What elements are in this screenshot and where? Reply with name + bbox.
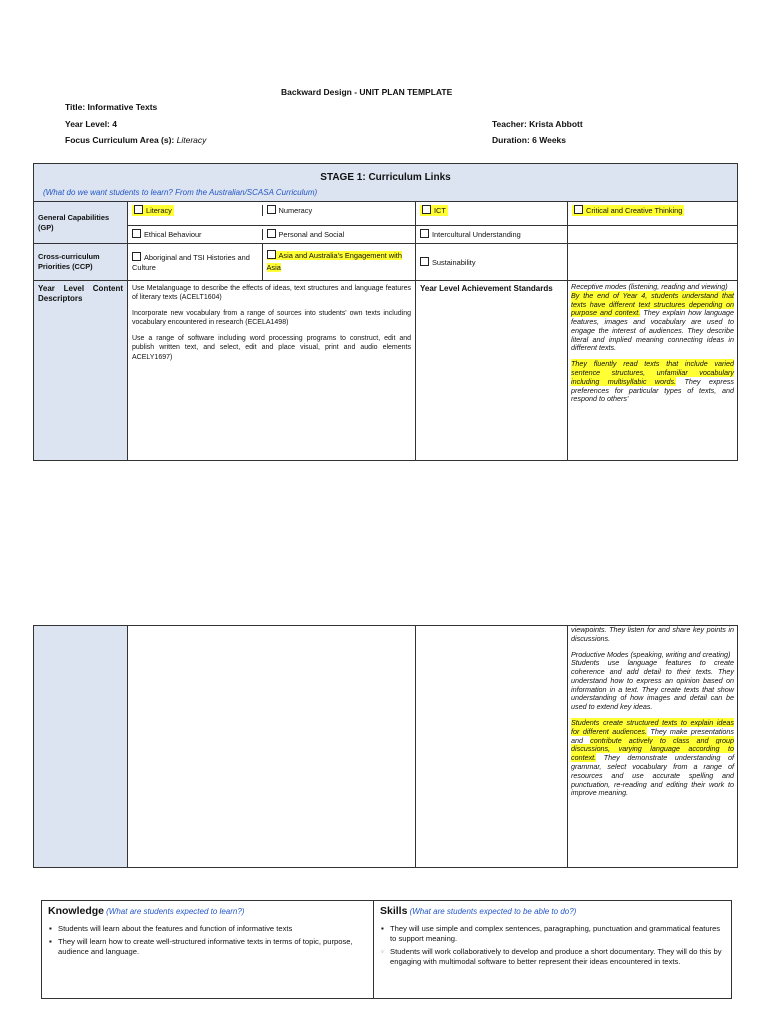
stage1-table-continued (33, 625, 738, 868)
cont-productive-text: Students use language features to create coherence and add detail to their texts. They understand how to express an opinion based on information in a text. They create texts that show understanding of how images and detail can be used to extend key ideas. (571, 658, 734, 712)
ccp-cell (128, 244, 416, 281)
gc-ethical-label: Ethical Behaviour (144, 230, 202, 240)
ccp-asia (262, 244, 415, 280)
intercultural-checkbox[interactable] (420, 229, 429, 238)
cont-highlight-2: contribute actively to class and group discussions, varying language according to context. (571, 735, 734, 763)
descriptor-3: Use a range of software including word processing programs to construct, edit and publish written text, and select, edit and place visual, print and audio elements ACELY1697) (132, 335, 411, 361)
skills-title: Skills (380, 905, 408, 917)
gc-ict (416, 202, 568, 226)
aboriginal-checkbox[interactable] (132, 252, 141, 261)
skills-list (380, 924, 725, 968)
achievement-standards-label: Year Level Achievement Standards (416, 281, 568, 461)
descriptor-2: Incorporate new vocabulary from a range of sources into students' own texts including vocabulary encountered in research (ECELA1498) (132, 310, 411, 327)
skills-cell (374, 901, 732, 999)
ach-text-1: They explain how language features, images and vocabulary are used to engage the interest of audiences. They describe literal and implied meaning connecting ideas in different texts. (571, 308, 734, 353)
continued-label-cell (34, 626, 128, 868)
stage1-title: STAGE 1: Curriculum Links (320, 172, 451, 183)
ach-highlight-1: By the end of Year 4, students understand that texts have different text structures depending on purpose and context. (571, 290, 734, 318)
knowledge-question: (What are students expected to learn?) (106, 907, 245, 916)
focus-area (65, 135, 206, 145)
gc-intercultural-label: Intercultural Understanding (432, 230, 521, 240)
gc-intercultural (416, 226, 568, 244)
knowledge-skills-table (41, 900, 732, 999)
numeracy-checkbox[interactable] (267, 205, 276, 214)
sustainability-checkbox[interactable] (420, 257, 429, 266)
content-descriptors (128, 281, 416, 461)
gc-ethical (132, 229, 262, 240)
stage1-header (34, 164, 738, 202)
focus-area-label: Focus Curriculum Area (s): (65, 135, 177, 145)
achievement-standards (568, 281, 738, 461)
knowledge-list (48, 924, 367, 958)
unit-title: Title: Informative Texts (65, 102, 158, 112)
asia-checkbox[interactable] (267, 250, 276, 259)
focus-area-value: Literacy (176, 135, 207, 145)
gc-empty-cell (568, 226, 738, 244)
cont-highlight-1: Students create structured texts to explain ideas for different audiences. (571, 718, 734, 736)
ccp-asia-label: Asia and Australia's Engagement with Asia (266, 251, 402, 273)
gc-personal-label: Personal and Social (278, 230, 345, 240)
continued-achievement-label-cell (416, 626, 568, 868)
teacher-name: Teacher: Krista Abbott (492, 119, 583, 129)
literacy-checkbox[interactable] (134, 205, 143, 214)
document-title: Backward Design - UNIT PLAN TEMPLATE (281, 87, 453, 97)
skills-item: ▪ They will use simple and complex sentences, paragraphing, punctuation and grammatical features to support meaning. (380, 924, 725, 945)
ach-highlight-2: They fluently read texts that include varied sentence structures, unfamiliar vocabulary including multisyllabic words. (571, 359, 734, 386)
gc-critical-thinking (568, 202, 738, 226)
gc-label: General Capabilities (GP) (34, 202, 128, 244)
ict-checkbox[interactable] (422, 205, 431, 214)
continued-descriptor-cell (128, 626, 416, 868)
stage1-subtitle: (What do we want students to learn? From the Australian/SCASA Curriculum) (43, 188, 318, 197)
ccp-aboriginal-label: Aboriginal and TSI Histories and Culture (132, 252, 250, 272)
gc-ict-label: ICT (434, 206, 446, 216)
knowledge-title: Knowledge (48, 905, 105, 917)
skills-question: (What are students expected to be able to do?) (409, 907, 577, 916)
cont-text-1: They make presentations and (571, 726, 735, 745)
knowledge-item: ▪ Students will learn about the features and function of informative texts (48, 924, 367, 934)
descriptor-1: Use Metalanguage to describe the effects of ideas, text structures and language features of literary texts (ACELT1604) (132, 285, 411, 302)
personal-checkbox[interactable] (267, 229, 276, 238)
gc-personal (262, 229, 411, 240)
ccp-aboriginal (128, 244, 262, 280)
gc-literacy (132, 205, 262, 216)
unit-duration: Duration: 6 Weeks (492, 135, 567, 145)
cont-text-2: They demonstrate understanding of grammar, select vocabulary from a range of resources and use accurate spelling and punctuation, re-reading and editing their work to improve meaning. (571, 753, 734, 798)
gc-numeracy (262, 205, 411, 216)
gc-cell-literacy (128, 202, 416, 226)
knowledge-item: ▪ They will learn how to create well-structured informative texts in terms of topic, purpose, audience and language. (48, 937, 367, 958)
ccp-sustainability-label: Sustainability (432, 257, 476, 267)
gc-literacy-label: Literacy (146, 206, 172, 216)
content-descriptors-label: Year Level Content Descriptors (34, 281, 128, 461)
gc-cell-row2 (128, 226, 416, 244)
year-level: Year Level: 4 (65, 119, 117, 129)
ccp-sustainability (416, 244, 568, 281)
ethical-checkbox[interactable] (132, 229, 141, 238)
stage1-table (33, 163, 738, 461)
cont-productive-heading: Productive Modes (speaking, writing and creating) (571, 649, 731, 659)
gc-critical-thinking-label: Critical and Creative Thinking (586, 206, 683, 216)
knowledge-cell (42, 901, 374, 999)
cont-viewpoints: viewpoints. They listen for and share key points in discussions. (571, 625, 734, 643)
ach-receptive-heading: Receptive modes (listening, reading and viewing) (571, 282, 728, 292)
gc-numeracy-label: Numeracy (278, 206, 313, 216)
ccp-label: Cross-curriculum Priorities (CCP) (34, 244, 128, 281)
achievement-standards-continued (568, 626, 738, 868)
skills-item: ◦ Students will work collaboratively to develop and produce a short documentary. They will do this by engaging with multimodal software to better represent their ideas encountered in texts. (380, 947, 725, 968)
critical-thinking-checkbox[interactable] (574, 205, 583, 214)
ach-text-2: They express preferences for particular types of texts, and respond to others' (571, 376, 735, 404)
ccp-empty-cell (568, 244, 738, 281)
